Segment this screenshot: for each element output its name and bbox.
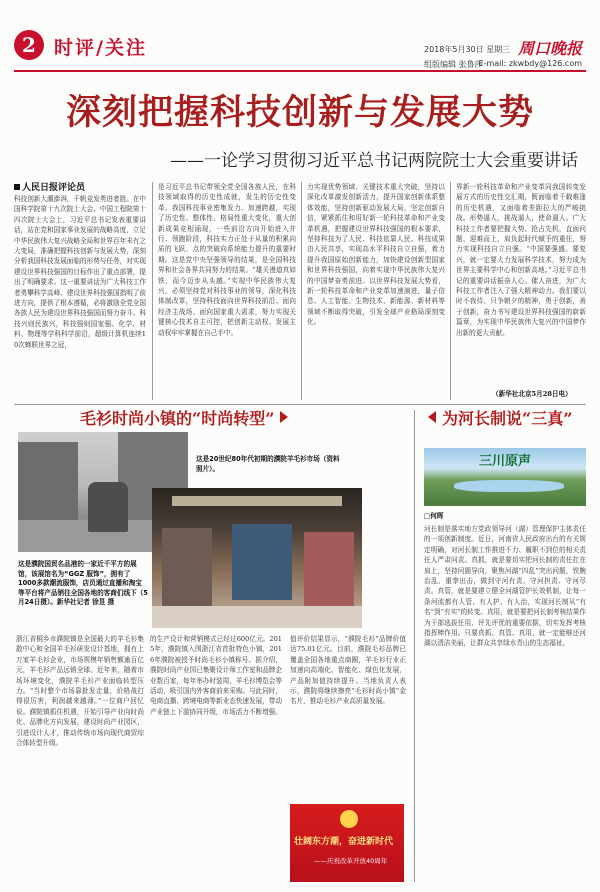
feature-right-heading — [428, 406, 572, 429]
newspaper-logo: 周口晚报 — [517, 39, 582, 58]
column-divider — [414, 410, 415, 882]
feature-right-heading-text: 为河长制说“三真” — [442, 409, 573, 428]
email-line: E-mail: zkwbdy@126.com — [478, 59, 582, 68]
section-rule — [14, 404, 586, 405]
river-photo — [424, 448, 586, 506]
sun-icon — [340, 810, 358, 828]
page-header — [14, 30, 586, 70]
photo-caption-bottom: 这是濮院国贸名品港的一家近千平方的展馆，该展馆名为“GGZ 服饰”，拥有了1000多款潮流服饰，店员通过直播和淘宝等平台将产品销往全国各地的客商们线下（5月24日摄）。新华社记者 徐昱 摄 — [18, 560, 148, 607]
article-column-4: 界新一轮科技革命和产业变革同我国转变发展方式的历史性交汇期，既面临着千载难逢的历史机遇，又面临着差距拉大的严峻挑战。形势逼人，挑战逼人，使命逼人。广大科技工作者要把握大势、抢占先机，直面问题、迎难而上，肩负起时代赋予的重任，努力实现科技自立自强。“中国要强盛、要复兴，就一定要大力发展科学技术，努力成为世界主要科学中心和创新高地。”习近平总书记的重要讲话振奋人心、催人奋进，为广大科技工作者注入了强大精神动力。我们要以时不我待、只争朝夕的精神，勇于创新，善于创新，奋力书写建设世界科技强国的崭新篇章，为实现中华民族伟大复兴的中国梦作出新的更大贡献。 — [456, 183, 586, 337]
poster-line-2: ——庆祝改革开放40周年 — [314, 857, 388, 865]
article-byline — [14, 180, 85, 193]
store-interior-photo — [152, 488, 362, 628]
column-divider — [450, 182, 451, 400]
feature-left-column-2: 的生产设计和营销模式已经过600亿元。2015年，濮院镇入围浙江省首批特色小镇，2016年濮院被授予时尚毛衫小镇称号。据介绍，濮院时尚产业园已集聚设计师工作室和品牌企业数百家，每年举办时装周、羊毛衫博览会等活动，吸引国内外客商前来采购。与此同时，电商直播、跨境电商等新业态快速发展，带动产业链上下游协同升级，市场活力不断增强。 — [150, 635, 282, 716]
byline-square-icon — [14, 184, 20, 190]
article-signoff: （新华社北京5月28日电） — [492, 390, 572, 398]
feature-left-column-1: 浙江省桐乡市濮院镇是全国最大的羊毛衫集散中心和全国羊毛衫研发设计基地，拥有上万家羊毛衫企业，市场规模年销售额逾百亿元，羊毛衫产品远销全球。近年来，随着市场环境变化，濮院羊毛衫产业面临转型压力。“当时整个市场靠批发走量，价格战打得很厉害，利润越来越薄。”一位商户回忆说。濮院镇抓住机遇，开始引导产业向时尚化、品牌化方向发展，建设时尚产业园区，引进设计人才，推动传统市场向现代商贸综合体转型升级。 — [16, 635, 144, 748]
editor-line: 组版编辑 张鲁莎 — [424, 60, 483, 69]
feature-left-column-3: 值评价结果显示，“濮院毛衫”品牌价值达75.01亿元。目前，濮院毛衫品牌已覆盖全国各地重点商圈，羊毛衫行业正加速向高端化、智能化、绿色化发展，产品附加值持续提升。当地负责人表示，濮院将继续擦亮“毛衫时尚小镇”金名片，推动毛衫产业高质量发展。 — [290, 635, 406, 706]
article-column-2: 是习近平总书记带领全党全国各族人民，在科技领域取得的历史性成就，发生的历史性变革。我国科技事业密集发力、加速跨越，实现了历史性、整体性、格局性重大变化，重大创新成果竞相涌现，一些前沿方向开始进入并行、领跑阶段，科技实力正处于从量的积累向质的飞跃、点的突破向系统能力提升的重要时期。这是党中央坚强领导的结果，是全国科技界和社会各界共同努力的结果。“雄关漫道真如铁，而今迈步从头越。”实现中华民族伟大复兴，必须坚持党对科技事业的领导，深化科技体制改革，坚持科技面向世界科技前沿、面向经济主战场、面向国家重大需求，努力实现关键核心技术自主可控，把创新主动权、发展主动权牢牢掌握在自己手中。 — [158, 183, 296, 337]
byline-text: 人民日报评论员 — [22, 183, 86, 193]
photo-caption-top: 这是20世纪80年代初期的濮院羊毛衫市场（资料照片）。 — [196, 455, 340, 473]
photo-label: 三川原声 — [478, 454, 531, 469]
feature-left-heading — [80, 406, 288, 429]
anniversary-poster — [290, 804, 404, 882]
header-rule — [14, 70, 586, 72]
column-divider — [152, 182, 153, 400]
author-note: □何晖 — [424, 512, 444, 520]
section-title: 时评/关注 — [54, 37, 147, 59]
poster-line-1: 壮阔东方潮，奋进新时代 — [294, 837, 394, 847]
article-subtitle: ——一论学习贯彻习近平总书记两院院士大会重要讲话 — [170, 151, 578, 171]
feature-right-column: 河长制是落实地方党政领导河（湖）管理保护主体责任的一项创新制度。近日，河南省人民政府出台的有关规定明确，对河长制工作推进不力、履职不到位的相关责任人严肃问责。真抓，就是要切实把河长制的责任扛在肩上，坚持问题导向，聚焦河湖“四乱”突出问题，铁腕治乱、重拳出击，做到守河有责、守河担责、守河尽责。真管，就是要建立健全河湖管护长效机制，让每一条河流都有人管、有人护、有人治，实现河长制从“有名”到“有实”的转变。真用，就是要把河长制考核结果作为干部选拔任用、评先评优的重要依据，切实发挥考核指挥棒作用。只要真抓、真管、真用，就一定能够还河湖以清洁美丽，让群众共享绿水青山的生态福祉。 — [424, 525, 586, 648]
feature-left-heading-text: 毛衫时尚小镇的“时尚转型” — [80, 409, 275, 428]
triangle-right-icon — [280, 411, 288, 423]
article-title: 深刻把握科技创新与发展大势 — [65, 92, 534, 133]
article-column-3: 力实现优势领域、关键技术重大突破，坚持以深化改革激发创新活力，提升国家创新体系整体效能，坚持创新驱动发展大局，坚定创新自信，紧紧抓住和用好新一轮科技革命和产业变革机遇，把握建设世界科技强国的根本要求，坚持科技为了人民、科技依靠人民、科技成果由人民共享，实现高水平科技自立自强，着力提升我国原始创新能力，加快建设创新型国家和世界科技强国，向着实现中华民族伟大复兴的中国梦奋勇前进。以世界科技发展大势看，新一轮科技革命和产业变革加速演进，量子信息、人工智能、生物技术、新能源、新材料等领域不断取得突破，引发全球产业格局深刻变化。 — [307, 183, 445, 327]
date-line: 2018年5月30日 星期三 — [424, 45, 511, 54]
article-column-1: 科技创新大潮澎湃，千帆竞发勇进者胜。在中国科学院第十九次院士大会、中国工程院第十四次院士大会上，习近平总书记发表重要讲话，站在党和国家事业发展的战略高度，立足中华民族伟大复兴战略全局和世界百年未有之大变局，准确把握科技创新与发展大势，深刻分析我国科技发展面临的形势与任务，对实现建设世界科技强国的目标作出了重点部署，提出了明确要求。这一重要讲话为广大科技工作者勇攀科学高峰、建设世界科技强国指明了前进方向，提供了根本遵循，必将激励全党全国各族人民为建设世界科技强国而努力奋斗。科技兴则民族兴，科技强则国家强。化学、材料、物理等学科科学前沿，超级计算机连续10次蝉联世界之冠， — [14, 195, 146, 349]
page-number-badge: 2 — [14, 30, 44, 60]
triangle-left-icon — [428, 411, 436, 423]
column-divider — [301, 182, 302, 400]
